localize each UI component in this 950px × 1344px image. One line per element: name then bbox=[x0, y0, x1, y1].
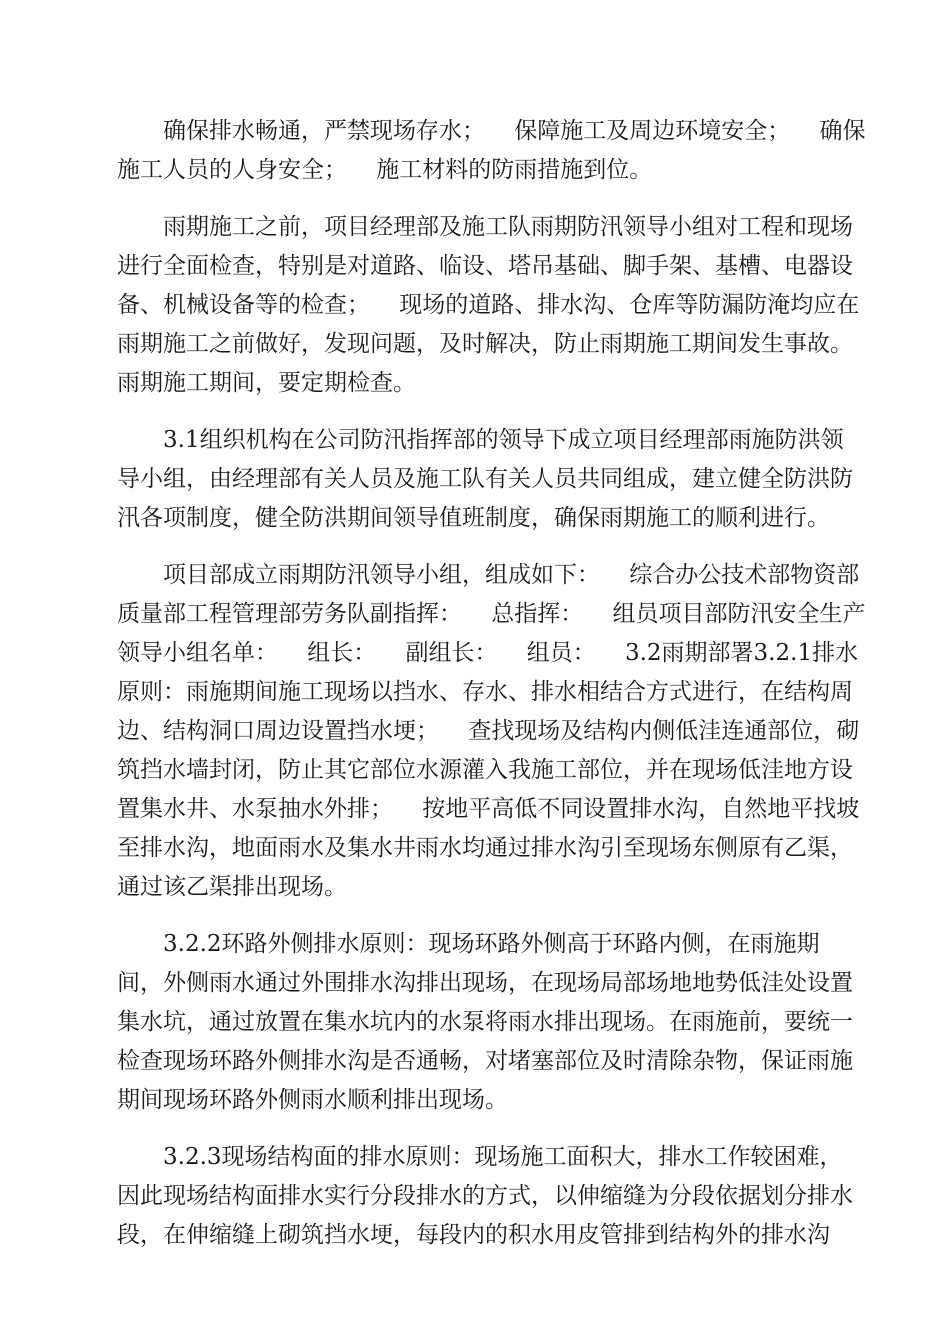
paragraph-line: 间，外侧雨水通过外围排水沟排出现场，在现场局部场地地势低洼处设置 bbox=[117, 970, 853, 996]
paragraph-5 bbox=[117, 925, 853, 1120]
paragraph-line: 雨期施工之前，项目经理部及施工队雨期防汛领导小组对工程和现场 bbox=[163, 214, 853, 240]
paragraph-line: 雨期施工之前做好，发现问题，及时解决，防止雨期施工期间发生事故。 bbox=[117, 331, 853, 357]
paragraph-line: 3.1组织机构在公司防汛指挥部的领导下成立项目经理部雨施防洪领 bbox=[163, 427, 844, 453]
paragraph-line: 通过该乙渠排出现场。 bbox=[117, 874, 347, 900]
paragraph-line: 质量部工程管理部劳务队副指挥： 总指挥： 组员项目部防汛安全生产 bbox=[117, 601, 866, 627]
paragraph-line: 备、机械设备等的检查； 现场的道路、排水沟、仓库等防漏防淹均应在 bbox=[117, 292, 860, 318]
paragraph-line: 施工人员的人身安全； 施工材料的防雨措施到位。 bbox=[117, 157, 653, 183]
paragraph-line: 期间现场环路外侧雨水顺利排出现场。 bbox=[117, 1087, 508, 1113]
paragraph-4 bbox=[117, 556, 866, 907]
paragraph-line: 汛各项制度，健全防洪期间领导值班制度，确保雨期施工的顺利进行。 bbox=[117, 505, 830, 531]
paragraph-6 bbox=[117, 1138, 853, 1255]
document-body bbox=[117, 112, 866, 1273]
paragraph-line: 集水坑，通过放置在集水坑内的水泵将雨水排出现场。在雨施前，要统一 bbox=[117, 1009, 853, 1035]
paragraph-line: 原则：雨施期间施工现场以挡水、存水、排水相结合方式进行，在结构周 bbox=[117, 679, 853, 705]
paragraph-line: 因此现场结构面排水实行分段排水的方式，以伸缩缝为分段依据划分排水 bbox=[117, 1183, 853, 1209]
paragraph-line: 雨期施工期间，要定期检查。 bbox=[117, 370, 416, 396]
paragraph-line: 边、结构洞口周边设置挡水埂； 查找现场及结构内侧低洼连通部位，砌 bbox=[117, 718, 860, 744]
paragraph-line: 3.2.3现场结构面的排水原则：现场施工面积大，排水工作较困难， bbox=[163, 1144, 843, 1170]
paragraph-line: 检查现场环路外侧排水沟是否通畅，对堵塞部位及时清除杂物，保证雨施 bbox=[117, 1048, 853, 1074]
paragraph-line: 3.2.2环路外侧排水原则：现场环路外侧高于环路内侧，在雨施期 bbox=[163, 931, 820, 957]
paragraph-line: 筑挡水墙封闭，防止其它部位水源灌入我施工部位，并在现场低洼地方设 bbox=[117, 757, 853, 783]
paragraph-line: 段，在伸缩缝上砌筑挡水埂，每段内的积水用皮管排到结构外的排水沟 bbox=[117, 1222, 830, 1248]
paragraph-3 bbox=[117, 421, 853, 538]
paragraph-line: 置集水井、水泵抽水外排； 按地平高低不同设置排水沟，自然地平找坡 bbox=[117, 796, 860, 822]
paragraph-line: 至排水沟，地面雨水及集水井雨水均通过排水沟引至现场东侧原有乙渠， bbox=[117, 835, 853, 861]
paragraph-line: 项目部成立雨期防汛领导小组，组成如下： 综合办公技术部物资部 bbox=[163, 562, 860, 588]
paragraph-2 bbox=[117, 208, 860, 403]
paragraph-line: 确保排水畅通，严禁现场存水； 保障施工及周边环境安全； 确保 bbox=[163, 118, 866, 144]
paragraph-line: 进行全面检查，特别是对道路、临设、塔吊基础、脚手架、基槽、电器设 bbox=[117, 253, 853, 279]
paragraph-1 bbox=[117, 112, 866, 190]
paragraph-line: 领导小组名单： 组长： 副组长： 组员： 3.2雨期部署3.2.1排水 bbox=[117, 640, 859, 666]
paragraph-line: 导小组，由经理部有关人员及施工队有关人员共同组成，建立健全防洪防 bbox=[117, 466, 853, 492]
